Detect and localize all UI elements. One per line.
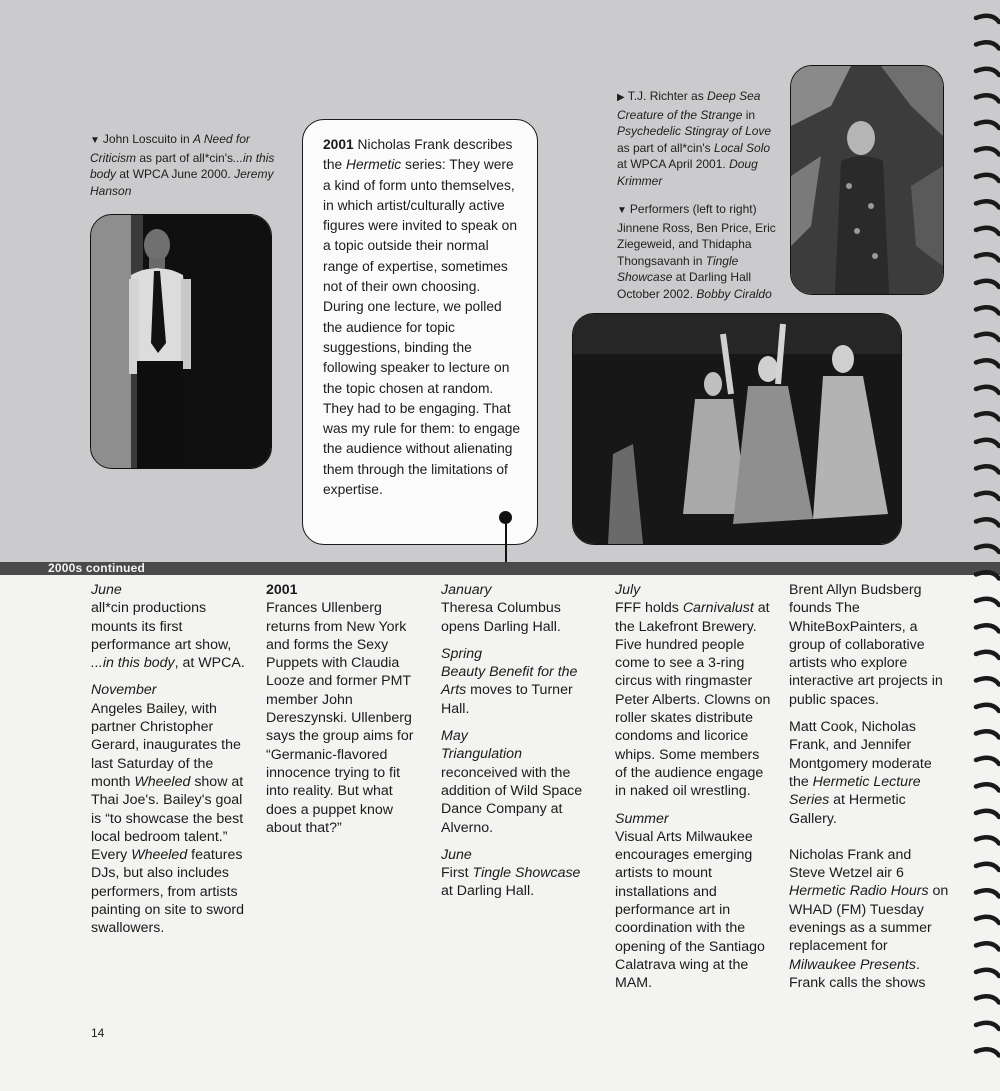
- photo-credit: Doug Krimmer: [617, 157, 758, 188]
- timeline-column-5: [789, 581, 949, 1001]
- triangle-down-icon: ▼: [90, 135, 100, 146]
- spiral-binding: [972, 8, 1000, 1083]
- spiral-coil: [976, 16, 999, 22]
- spiral-coil: [976, 95, 999, 101]
- spiral-coil: [976, 519, 999, 525]
- entry-date: January: [441, 582, 492, 598]
- quote-box: 2001 Nicholas Frank describes the Hermetic series: They were a kind of form unto themselves, in which artist/culturally active figures were invited to speak on a topic outside their normal range of expertise, sometimes not of their own choosing. During one lecture, we polled the audience for topic suggestions, binding the following speaker to lecture on the topic chosen at random. They had to be engaging. That was my rule for them: to engage the audience without alienating them through the limitations of expertise.: [302, 119, 538, 545]
- spiral-coil: [976, 413, 999, 419]
- caption-loscuito: ▼ John Loscuito in A Need for Criticism as part of all*cin's...in this body at WPCA June 2000. Jeremy Hanson: [90, 132, 275, 198]
- spiral-coil: [976, 731, 999, 737]
- entry-date: November: [91, 682, 157, 699]
- timeline-entry: June all*cin productions mounts its first performance art show, ...in this body, at WPCA.: [91, 581, 249, 672]
- spiral-coil: [976, 387, 999, 393]
- entry-date: June: [441, 846, 472, 863]
- spiral-coil: [976, 864, 999, 870]
- timeline-entry: November Angeles Bailey, with partner Christopher Gerard, inaugurates the last Saturday of the month Wheeled show at Thai Joe's. Bailey's goal is “to showcase the best local bedroom talent.” Every Wheeled features DJs, but also includes performers, from artists painting on site to sword swallowers.: [91, 681, 249, 937]
- spiral-coil: [976, 440, 999, 446]
- spiral-coil: [976, 360, 999, 366]
- spiral-coil: [976, 652, 999, 658]
- entry-date: June: [91, 582, 122, 598]
- photo-credit: Bobby Ciraldo: [696, 286, 772, 301]
- caption-performers: ▼ Performers (left to right) Jinnene Ross, Ben Price, Eric Ziegeweid, and Thidapha Thongsavanh in Tingle Showcase at Darling Hall October 2002. Bobby Ciraldo: [617, 202, 776, 301]
- timeline-entry: July FFF holds Carnivalust at the Lakefront Brewery. Five hundred people come to see a 3-ring circus with ringmaster Peter Alberts. Clowns on roller skates distribute condoms and licorice whips. Some members of the audience engage in naked oil wrestling.: [615, 581, 775, 801]
- spiral-coil: [976, 148, 999, 154]
- photo-loscuito: [90, 214, 272, 469]
- timeline-entry: June First Tingle Showcase at Darling Hall.: [441, 846, 593, 901]
- spiral-coil: [976, 784, 999, 790]
- timeline-column-3: [441, 581, 593, 910]
- timeline-entry: Summer Visual Arts Milwaukee encourages emerging artists to mount installations and performance art in coordination with the opening of the Santiago Calatrava wing at the MAM.: [615, 810, 775, 993]
- spiral-coil: [976, 307, 999, 313]
- timeline-entry: 2001 Frances Ullenberg returns from New York and forms the Sexy Puppets with Claudia Looze and former PMT member John Dereszynski. Ullenberg says the group aims for “Germanic-flavored innocence trying to fit into reality. But what does a puppet know about that?”: [266, 581, 418, 837]
- photo-richter: [790, 65, 944, 295]
- spiral-coil: [976, 254, 999, 260]
- timeline-entry: Brent Allyn Budsberg founds The WhiteBoxPainters, a group of collaborative artists who explore interactive art projects in public spaces.: [789, 582, 943, 708]
- spiral-coil: [976, 175, 999, 181]
- quote-year: 2001: [323, 137, 354, 152]
- timeline-column-1: [91, 581, 249, 947]
- spiral-coil: [976, 69, 999, 75]
- spiral-coil: [976, 493, 999, 499]
- timeline-column-4: [615, 581, 775, 1002]
- spiral-coil: [976, 201, 999, 207]
- spiral-coil: [976, 917, 999, 923]
- entry-date: Summer: [615, 810, 669, 827]
- timeline-entry: Nicholas Frank and Steve Wetzel air 6 Hermetic Radio Hours on WHAD (FM) Tuesday evenings as a summer replacement for Milwaukee Presents. Frank calls the shows: [789, 846, 949, 991]
- spiral-coil: [976, 572, 999, 578]
- entry-date: July: [615, 582, 641, 598]
- spiral-coil: [976, 466, 999, 472]
- spiral-coil: [976, 943, 999, 949]
- spiral-coil: [976, 281, 999, 287]
- spiral-coil: [976, 890, 999, 896]
- spiral-coil: [976, 625, 999, 631]
- spiral-coil: [976, 996, 999, 1002]
- spiral-coil: [976, 1023, 999, 1029]
- spiral-coil: [976, 678, 999, 684]
- spiral-coil: [976, 228, 999, 234]
- section-divider-bar: [0, 562, 1000, 575]
- timeline-entry: Matt Cook, Nicholas Frank, and Jennifer Montgomery moderate the Hermetic Lecture Series at Hermetic Gallery.: [789, 719, 932, 827]
- spiral-coil: [976, 122, 999, 128]
- photo-performers: [572, 313, 902, 545]
- caption-richter: ▶ T.J. Richter as Deep Sea Creature of the Strange in Psychedelic Stingray of Love as part of all*cin's Local Solo at WPCA April 2001. Doug Krimmer: [617, 89, 772, 188]
- spiral-coil: [976, 599, 999, 605]
- spiral-coil: [976, 546, 999, 552]
- spiral-coil: [976, 970, 999, 976]
- spiral-coil: [976, 705, 999, 711]
- spiral-coil: [976, 837, 999, 843]
- spiral-coil: [976, 42, 999, 48]
- section-label: 2000s continued: [48, 561, 146, 575]
- photo-credit: Jeremy Hanson: [90, 167, 274, 198]
- entry-date: May: [441, 728, 468, 745]
- entry-year: 2001: [266, 582, 298, 598]
- connector-line: [505, 520, 507, 565]
- timeline-column-2: [266, 581, 418, 846]
- entry-date: Spring: [441, 645, 483, 662]
- triangle-down-icon: ▼: [617, 205, 627, 216]
- triangle-right-icon: ▶: [617, 92, 625, 103]
- timeline-entry: January Theresa Columbus opens Darling Hall.: [441, 581, 593, 636]
- spiral-coil: [976, 811, 999, 817]
- spiral-coil: [976, 758, 999, 764]
- page-number: 14: [91, 1026, 105, 1040]
- timeline-entry: May Triangulation reconceived with the addition of Wild Space Dance Company at Alverno.: [441, 727, 593, 837]
- spiral-coil: [976, 1049, 999, 1055]
- timeline-entry: Spring Beauty Benefit for the Arts moves to Turner Hall.: [441, 645, 593, 718]
- spiral-coil: [976, 334, 999, 340]
